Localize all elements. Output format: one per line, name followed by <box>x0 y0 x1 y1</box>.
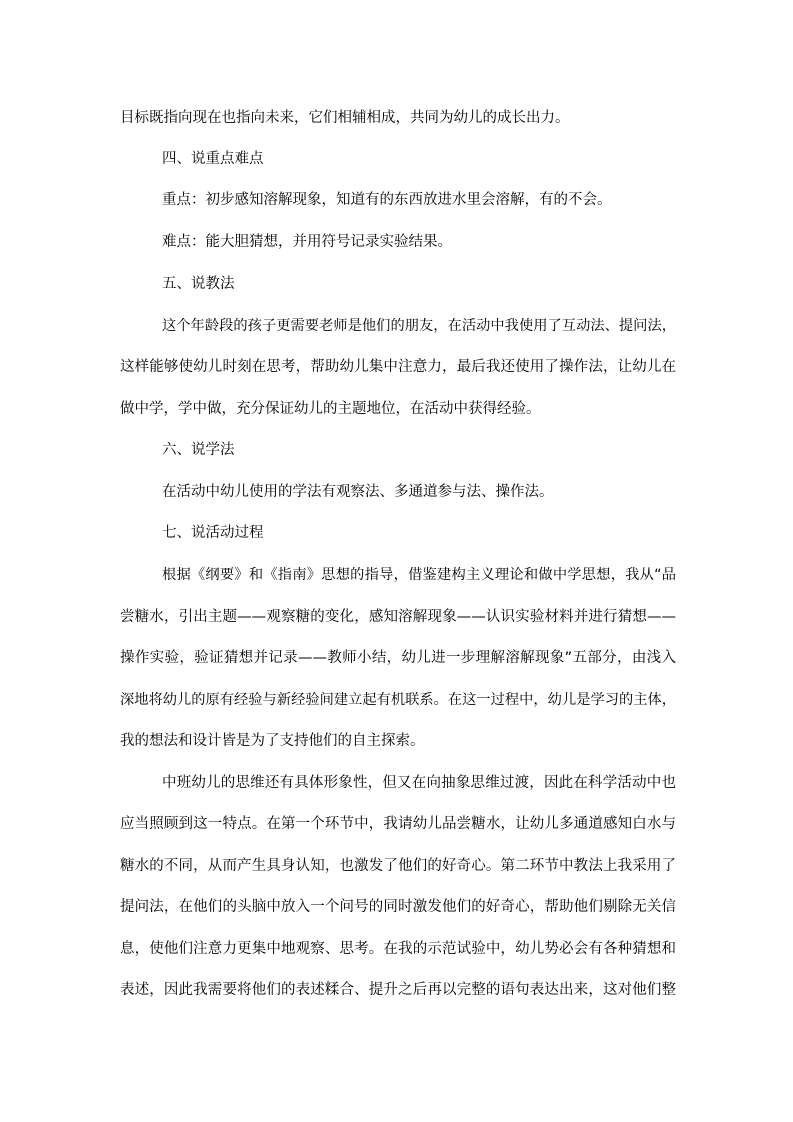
paragraph-line: 息，使他们注意力更集中地观察、思考。在我的示范试验中，幼儿势必会有各种猜想和 <box>120 941 676 957</box>
paragraph-line: 尝糖水，引出主题——观察糖的变化，感知溶解现象——认识实验材料并进行猜想—— <box>120 609 676 625</box>
section-heading: 五、说教法 <box>162 276 235 292</box>
paragraph-line: 操作实验，验证猜想并记录——教师小结，幼儿进一步理解溶解现象”五部分，由浅入 <box>120 650 676 666</box>
paragraph-line: 应当照顾到这一特点。在第一个环节中，我请幼儿品尝糖水，让幼儿多通道感知白水与 <box>120 816 676 832</box>
paragraph-line: 我的想法和设计皆是为了支持他们的自主探索。 <box>120 733 425 749</box>
paragraph-line: 根据《纲要》和《指南》思想的指导，借鉴建构主义理论和做中学思想，我从“品 <box>162 567 676 583</box>
paragraph-line: 深地将幼儿的原有经验与新经验间建立起有机联系。在这一过程中，幼儿是学习的主体， <box>120 692 676 708</box>
section-heading: 六、说学法 <box>162 442 235 458</box>
paragraph-line: 糖水的不同，从而产生具身认知，也激发了他们的好奇心。第二环节中教法上我采用了 <box>120 858 676 874</box>
section-heading: 七、说活动过程 <box>162 525 264 541</box>
paragraph-line: 重点：初步感知溶解现象，知道有的东西放进水里会溶解，有的不会。 <box>162 192 612 208</box>
paragraph-line: 在活动中幼儿使用的学法有观察法、多通道参与法、操作法。 <box>162 484 554 500</box>
paragraph-line: 这个年龄段的孩子更需要老师是他们的朋友，在活动中我使用了互动法、提问法， <box>162 318 676 334</box>
paragraph-line: 做中学，学中做，充分保证幼儿的主题地位，在活动中获得经验。 <box>120 401 541 417</box>
section-heading: 四、说重点难点 <box>162 151 264 167</box>
paragraph-line: 中班幼儿的思维还有具体形象性，但又在向抽象思维过渡，因此在科学活动中也 <box>162 775 676 791</box>
paragraph-line: 表述，因此我需要将他们的表述糅合、提升之后再以完整的语句表达出来，这对他们整 <box>120 982 676 998</box>
paragraph-line: 难点：能大胆猜想，并用符号记录实验结果。 <box>162 234 452 250</box>
paragraph-line: 目标既指向现在也指向未来，它们相辅相成，共同为幼儿的成长出力。 <box>120 110 570 126</box>
paragraph-line: 提问法，在他们的头脑中放入一个问号的同时激发他们的好奇心，帮助他们剔除无关信 <box>120 899 676 915</box>
paragraph-line: 这样能够使幼儿时刻在思考，帮助幼儿集中注意力，最后我还使用了操作法，让幼儿在 <box>120 359 676 375</box>
